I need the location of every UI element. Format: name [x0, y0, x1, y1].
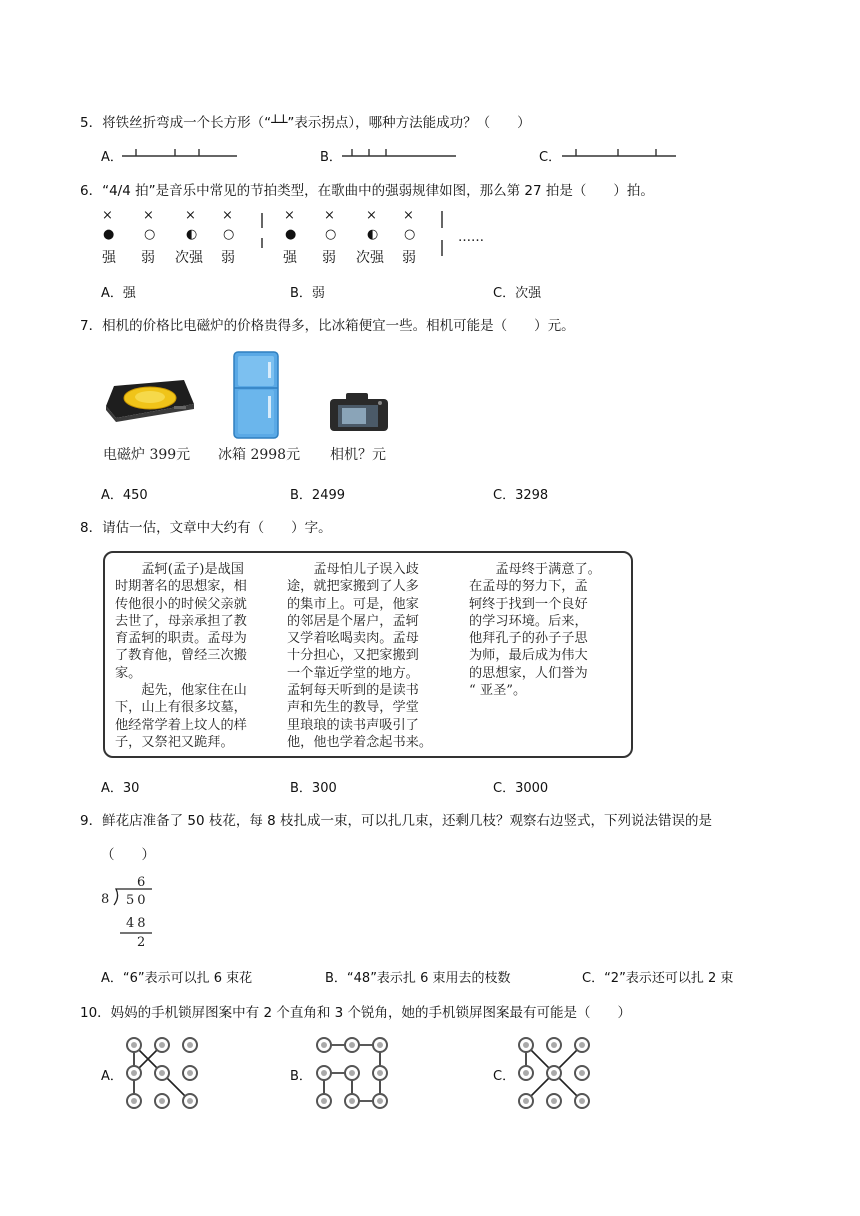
beat-ellipsis: ……	[458, 230, 484, 245]
beat-symbol: ○	[144, 227, 156, 242]
beat-label: 弱	[221, 250, 235, 266]
q5-wire-b	[340, 146, 460, 160]
q8-option-b[interactable]: B．300	[290, 781, 337, 796]
camera-image	[328, 389, 390, 433]
division-remainder: 2	[137, 935, 146, 950]
division-quotient: 6	[137, 875, 146, 890]
q7-option-c[interactable]: C．3298	[493, 488, 549, 503]
beat-symbol: ●	[285, 227, 297, 242]
q8-option-a[interactable]: A．30	[101, 781, 140, 796]
article-column-2: 孟母怕儿子误入歧 途，就把家搬到了人多 的集市上。可是，他家 的邻居是个屠户，孟轲 又学着吆喝卖肉。孟母 十分担心，又把家搬到 一个靠近学堂的地方。 孟轲每天听到的是读书 声和先生的教导，学堂 里琅琅的读书声吸引了 他，他也学着念起书来。	[287, 562, 433, 750]
beat-figure	[100, 208, 490, 268]
lock-pattern-c	[514, 1033, 596, 1111]
q6-option-a[interactable]: A．强	[101, 286, 136, 301]
division-divisor: 8	[101, 892, 110, 907]
division-dividend: 50	[126, 893, 149, 908]
question-8-text: 8．请估一估，文章中大约有（ ）字。	[80, 520, 332, 536]
beat-cross: ×	[222, 208, 233, 223]
article-text-box	[103, 551, 633, 758]
induction-cooker-image	[104, 376, 196, 422]
q7-option-b[interactable]: B．2499	[290, 488, 346, 503]
division-bracket	[100, 875, 160, 953]
q9-option-c[interactable]: C．“2”表示还可以扎 2 束	[582, 971, 734, 986]
question-10-text: 10．妈妈的手机锁屏图案中有 2 个直角和 3 个锐角，她的手机锁屏图案最有可能是（ ）	[80, 1005, 632, 1021]
beat-label: 弱	[402, 250, 416, 266]
question-7-text: 7．相机的价格比电磁炉的价格贵得多，比冰箱便宜一些。相机可能是（ ）元。	[80, 318, 575, 334]
beat-label: 次强	[175, 250, 203, 266]
beat-symbol: ○	[223, 227, 235, 242]
q8-option-c[interactable]: C．3000	[493, 781, 549, 796]
beat-label: 强	[102, 250, 116, 266]
q6-option-c[interactable]: C．次强	[493, 286, 542, 301]
beat-label: 次强	[356, 250, 384, 266]
q9-option-a[interactable]: A．“6”表示可以扎 6 束花	[101, 971, 253, 986]
q5-wire-c	[560, 146, 680, 160]
beat-cross: ×	[403, 208, 414, 223]
beat-label: 强	[283, 250, 297, 266]
beat-cross: ×	[185, 208, 196, 223]
q7-option-a[interactable]: A．450	[101, 488, 148, 503]
question-9-blank: （ ）	[101, 847, 155, 863]
q10-option-a[interactable]: A．	[101, 1069, 123, 1084]
beat-symbol: ○	[404, 227, 416, 242]
lock-pattern-b	[312, 1033, 394, 1111]
beat-cross: ×	[102, 208, 113, 223]
beat-symbol: ◐	[186, 227, 198, 242]
q6-option-b[interactable]: B．弱	[290, 286, 325, 301]
beat-label: 弱	[141, 250, 155, 266]
beat-label: 弱	[322, 250, 336, 266]
beat-cross: ×	[284, 208, 295, 223]
lock-pattern-a	[122, 1033, 204, 1111]
beat-cross: ×	[324, 208, 335, 223]
camera-price: 相机？元	[330, 447, 386, 463]
q5-wire-a	[120, 146, 240, 160]
article-column-1: 孟轲(孟子)是战国 时期著名的思想家，相 传他很小的时候父亲就 去世了，母亲承担了教 育孟轲的职责。孟母为 了教育他，曾经三次搬 家。 起先，他家住在山 下，山上有很多坟墓， 他经常学着上坟人的样 子，又祭祀又跪拜。	[115, 562, 247, 750]
beat-symbol: ●	[103, 227, 115, 242]
refrigerator-price: 冰箱 2998元	[218, 447, 301, 463]
beat-symbol: ◐	[367, 227, 379, 242]
refrigerator-image	[232, 350, 282, 440]
long-division	[100, 875, 160, 953]
division-product: 48	[126, 916, 149, 931]
beat-symbol: ○	[325, 227, 337, 242]
question-5-text: 5．将铁丝折弯成一个长方形（“┴┴”表示拐点），哪种方法能成功？（ ）	[80, 115, 531, 131]
q9-option-b[interactable]: B．“48”表示扎 6 束用去的枝数	[325, 971, 511, 986]
q5-option-c[interactable]: C．	[539, 150, 562, 165]
q5-option-b[interactable]: B．	[320, 150, 342, 165]
q10-option-b[interactable]: B．	[290, 1069, 312, 1084]
q10-option-c[interactable]: C．	[493, 1069, 516, 1084]
article-column-3: 孟母终于满意了。 在孟母的努力下，孟 轲终于找到一个良好 的学习环境。后来， 他拜孔子的孙子子思 为师，最后成为伟大 的思想家，人们誉为 “ 亚圣”。	[469, 562, 601, 699]
beat-cross: ×	[366, 208, 377, 223]
question-9-text: 9．鲜花店准备了 50 枝花，每 8 枝扎成一束，可以扎几束，还剩几枝？观察右边竖式，下列说法错误的是	[80, 813, 713, 829]
measure-bar-lines	[100, 208, 490, 268]
beat-cross: ×	[143, 208, 154, 223]
question-6-text: 6．“4/4 拍”是音乐中常见的节拍类型，在歌曲中的强弱规律如图，那么第 27 拍是（ ）拍。	[80, 183, 654, 199]
induction-cooker-price: 电磁炉 399元	[103, 447, 191, 463]
q5-option-a[interactable]: A．	[101, 150, 123, 165]
